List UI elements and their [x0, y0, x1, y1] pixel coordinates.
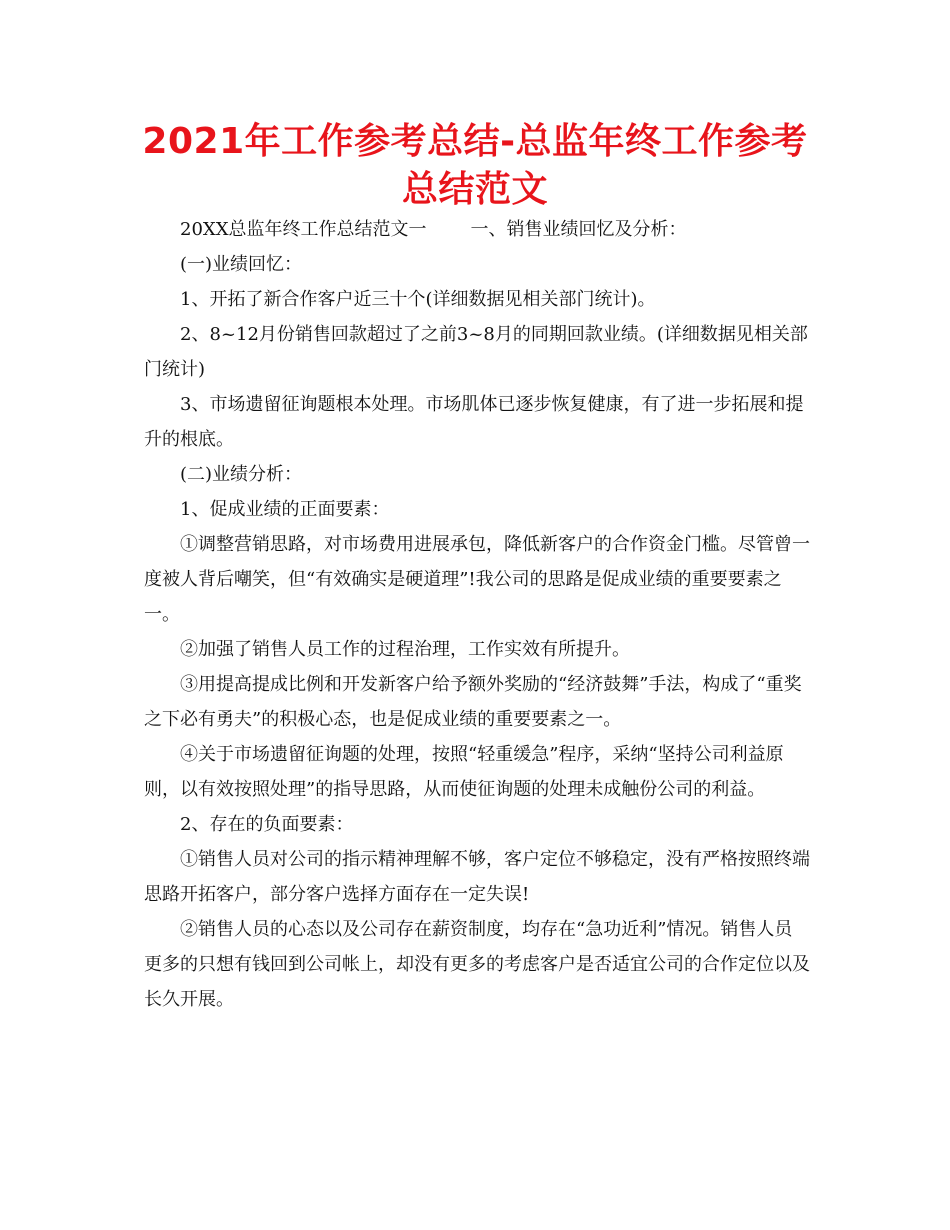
- paragraph: ②销售人员的心态以及公司存在薪资制度，均存在“急功近利”情况。销售人员更多的只想有钱回到公司帐上，却没有更多的考虑客户是否适宜公司的合作定位以及长久开展。: [144, 919, 810, 1010]
- paragraph: 1、开拓了新合作客户近三十个(详细数据见相关部门统计)。: [180, 289, 656, 310]
- paragraph: 1、促成业绩的正面要素：: [180, 499, 390, 520]
- paragraph: ③用提高提成比例和开发新客户给予额外奖励的“经济鼓舞”手法，构成了“重奖之下必有勇夫”的积极心态，也是促成业绩的重要要素之一。: [144, 674, 802, 730]
- paragraph: 3、市场遗留征询题根本处理。市场肌体已逐步恢复健康，有了进一步拓展和提升的根底。: [144, 394, 804, 450]
- paragraph: (一)业绩回忆：: [180, 254, 303, 275]
- paragraph: ①调整营销思路，对市场费用进展承包，降低新客户的合作资金门槛。尽管曾一度被人背后嘲笑，但“有效确实是硬道理”!我公司的思路是促成业绩的重要要素之一。: [144, 534, 810, 625]
- paragraph: (二)业绩分析：: [180, 464, 303, 485]
- paragraph-intro: [144, 212, 810, 247]
- intro-heading: 20XX总监年终工作总结范文一: [180, 219, 427, 240]
- document-title: 2021年工作参考总结-总监年终工作参考总结范文: [142, 121, 808, 210]
- paragraph: ①销售人员对公司的指示精神理解不够，客户定位不够稳定，没有严格按照终端思路开拓客户，部分客户选择方面存在一定失误!: [144, 849, 810, 905]
- paragraph: 2、8~12月份销售回款超过了之前3~8月的同期回款业绩。(详细数据见相关部门统计): [144, 324, 808, 380]
- paragraph: ②加强了销售人员工作的过程治理，工作实效有所提升。: [180, 639, 630, 660]
- document-body: [144, 212, 810, 1017]
- paragraph: 2、存在的负面要素：: [180, 814, 354, 835]
- paragraph: ④关于市场遗留征询题的处理，按照“轻重缓急”程序，采纳“坚持公司利益原则，以有效按照处理”的指导思路，从而使征询题的处理未成触份公司的利益。: [144, 744, 784, 800]
- section-heading-1: 一、销售业绩回忆及分析：: [470, 219, 687, 240]
